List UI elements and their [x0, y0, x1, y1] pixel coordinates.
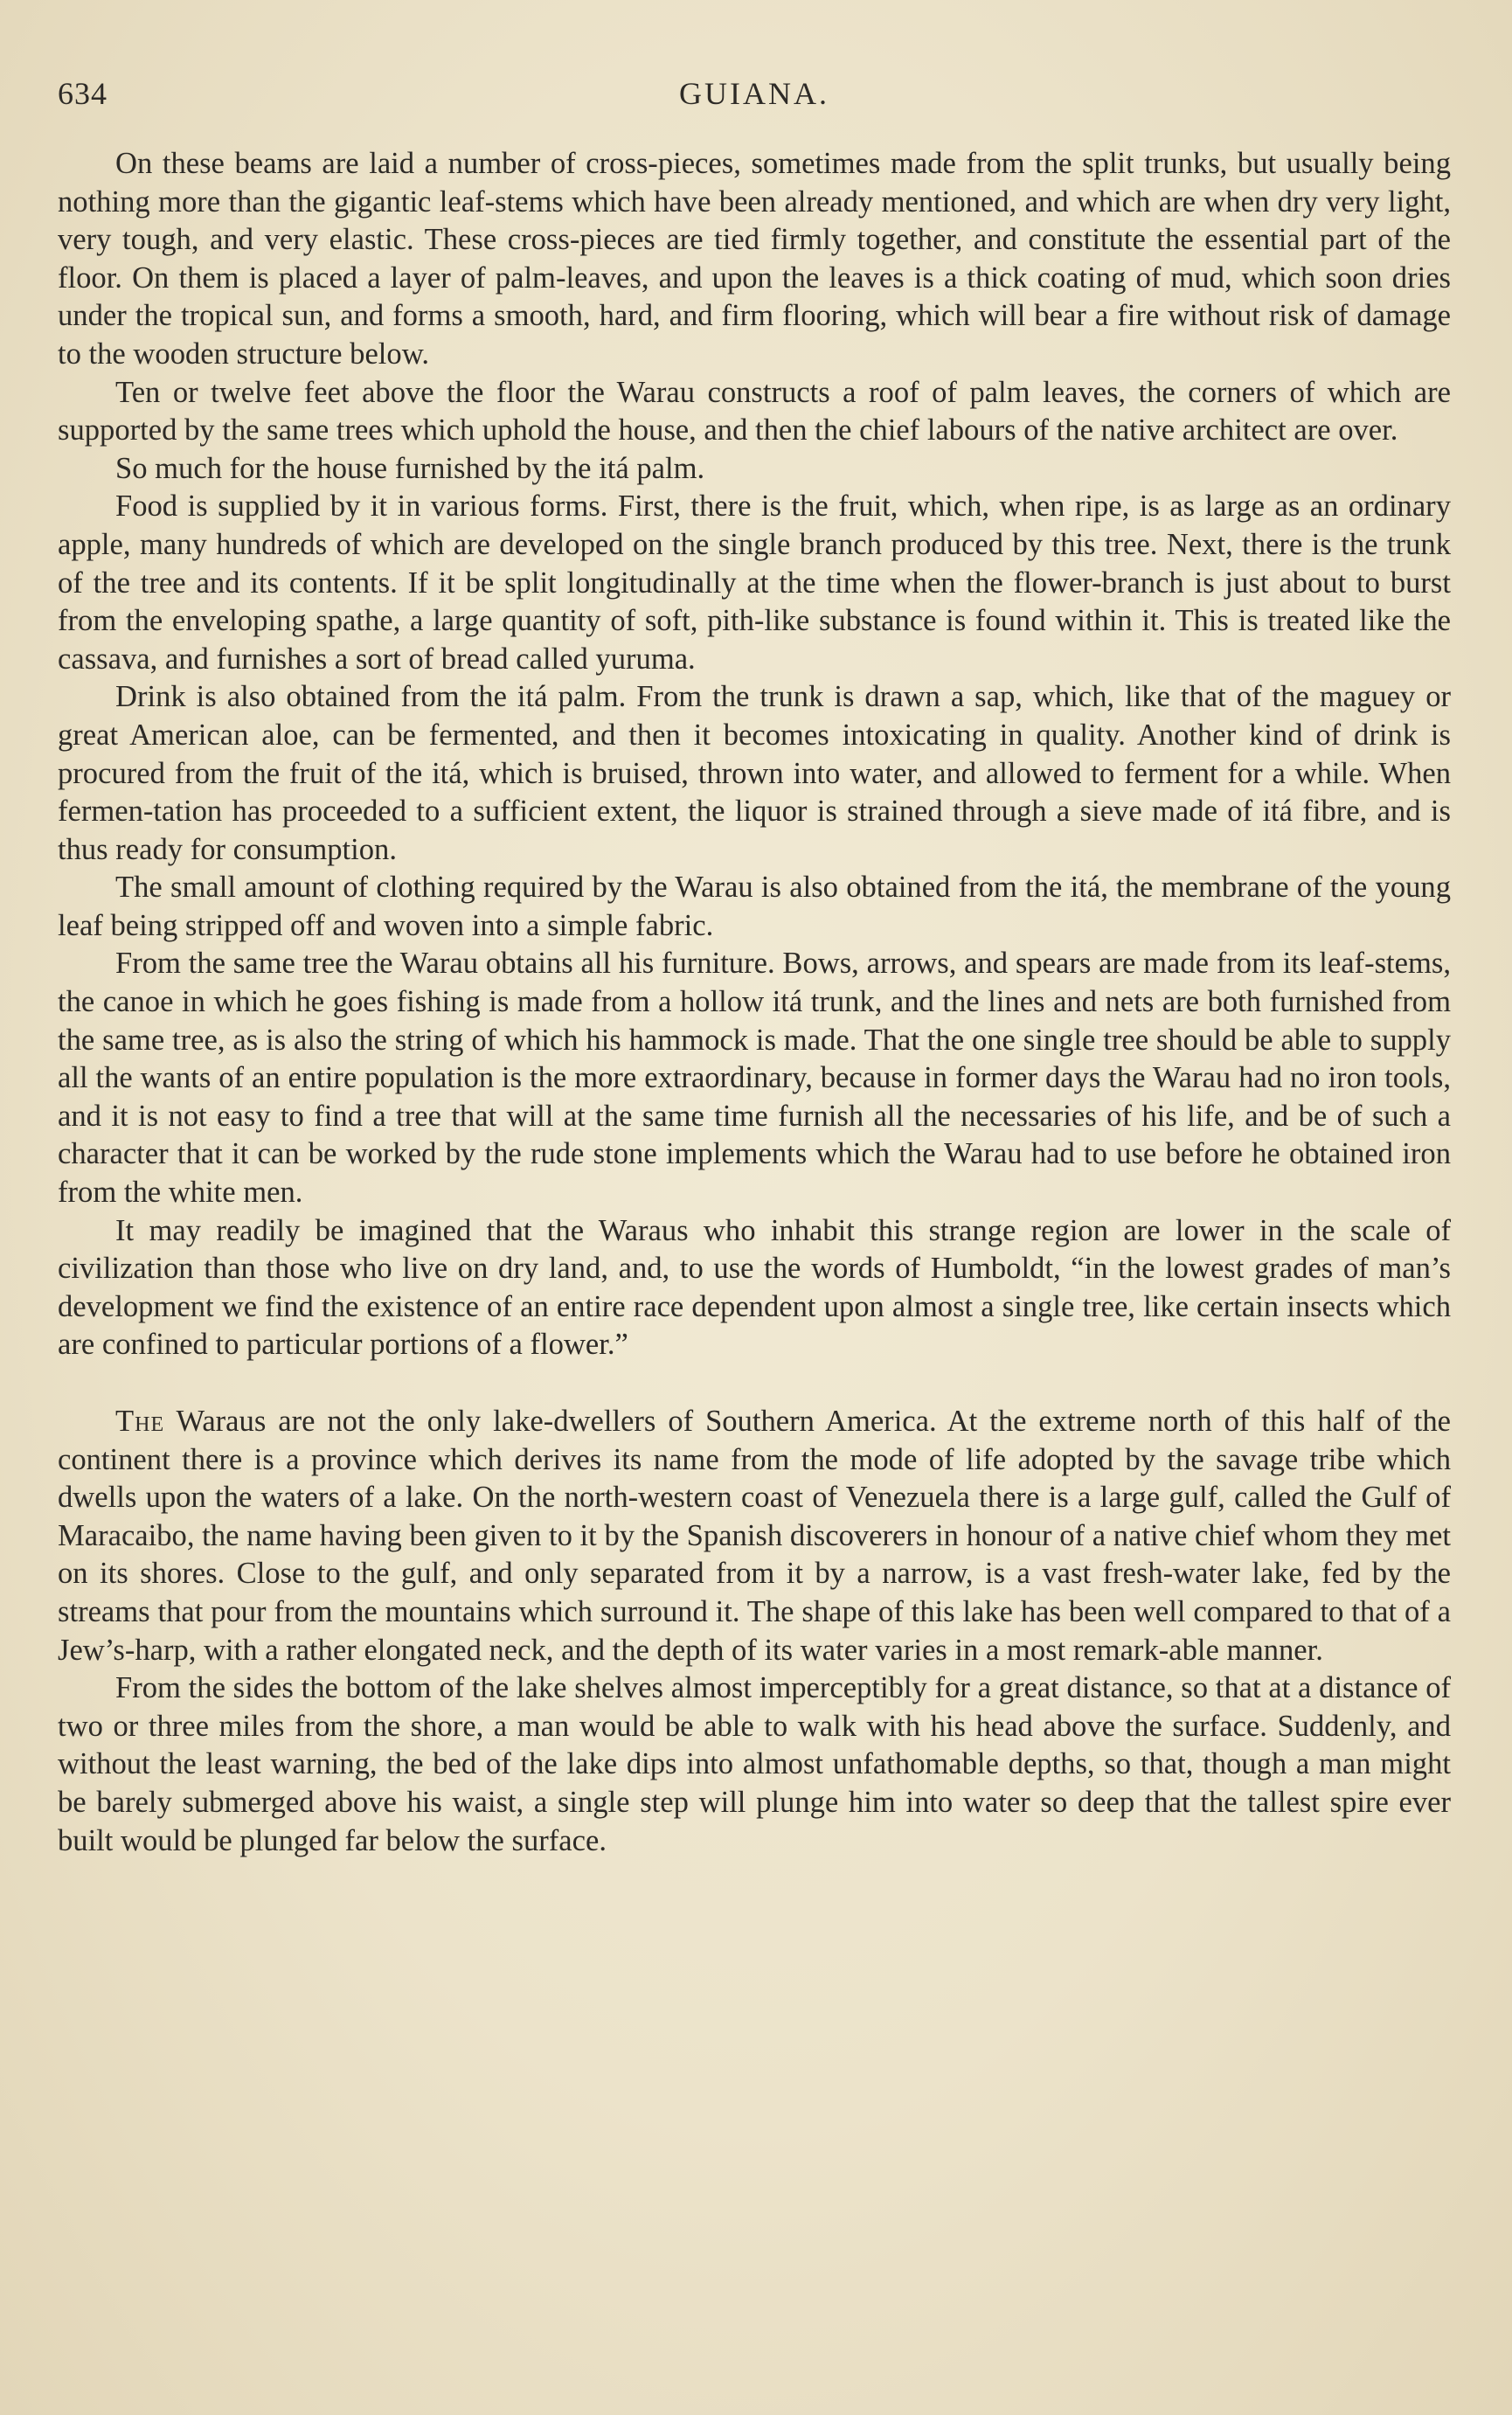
section-break [58, 1364, 1451, 1403]
paragraph: Ten or twelve feet above the floor the Warau constructs a roof of palm leaves, the corners of which are supported by the same trees which uphold the house, and then the chief labours of the native architect are over. [58, 375, 1451, 448]
paragraph: The small amount of clothing required by the Warau is also obtained from the itá, the membrane of the young leaf being stripped off and woven into a simple fabric. [58, 871, 1451, 942]
paragraph-text: Waraus are not the only lake-dwellers of Southern America. At the extreme north of this half of the continent there is a province which derives its name from the mode of life adopted by the savage tribe which dwells upon the waters of a lake. On the north-western coast of Venezuela there is a large gulf, called the Gulf of Maracaibo, the name having been given to it by the Spanish discoverers in honour of a native chief whom they met on its shores. Close to the gulf, and only separated from it by a narrow, is a vast fresh-water lake, fed by the streams that pour from the mountains which surround it. The shape of this lake has been well compared to that of a Jew’s-harp, with a rather elongated neck, and the depth of its water varies in a most remark-able manner. [58, 1405, 1451, 1667]
section-opening-paragraph [58, 1403, 1451, 1669]
paragraph: From the sides the bottom of the lake shelves almost imperceptibly for a great distance, so that at a distance of two or three miles from the shore, a man would be able to walk with his head above the surface. Suddenly, and without the least warning, the bed of the lake dips into almost unfathomable depths, so that, though a man might be barely submerged above his waist, a single step will plunge him into water so deep that the tallest spire ever built would be plunged far below the surface. [58, 1671, 1451, 1857]
paragraph: Food is supplied by it in various forms. First, there is the fruit, which, when ripe, is as large as an ordinary apple, many hundreds of which are developed on the single branch produced by this tree. Next, there is the trunk of the tree and its contents. If it be split longitudinally at the time when the flower-branch is just about to burst from the enveloping spathe, a large quantity of soft, pith-like substance is found within it. This is treated like the cassava, and furnishes a sort of bread called yuruma. [58, 489, 1451, 676]
page-number: 634 [58, 76, 108, 111]
paragraph: It may readily be imagined that the Waraus who inhabit this strange region are lower in the scale of civilization than those who live on dry land, and, to use the words of Humboldt, “in the lowest grades of man’s development we find the existence of an entire race dependent upon almost a single tree, like certain insects which are confined to particular portions of a flower.” [58, 1213, 1451, 1362]
page-body [58, 145, 1451, 1860]
paragraph: Drink is also obtained from the itá palm. From the trunk is drawn a sap, which, like that of the maguey or great American aloe, can be fermented, and then it becomes intoxicating in quality. Another kind of drink is procured from the fruit of the itá, which is bruised, thrown into water, and allowed to ferment for a while. When fermen-tation has proceeded to a sufficient extent, the liquor is strained through a sieve made of itá fibre, and is thus ready for consumption. [58, 680, 1451, 866]
lead-word: The [115, 1405, 165, 1438]
paragraph: So much for the house furnished by the itá palm. [115, 451, 705, 485]
page-header [58, 75, 1451, 119]
paragraph: On these beams are laid a number of cross-pieces, sometimes made from the split trunks, but usually being nothing more than the gigantic leaf-stems which have been already mentioned, and which are when dry very light, very tough, and very elastic. These cross-pieces are tied firmly together, and constitute the essential part of the floor. On them is placed a layer of palm-leaves, and upon the leaves is a thick coating of mud, which soon dries under the tropical sun, and forms a smooth, hard, and firm flooring, which will bear a fire without risk of damage to the wooden structure below. [58, 147, 1451, 371]
running-title: GUIANA. [679, 76, 829, 111]
paragraph: From the same tree the Warau obtains all his furniture. Bows, arrows, and spears are made from its leaf-stems, the canoe in which he goes fishing is made from a hollow itá trunk, and the lines and nets are both furnished from the same tree, as is also the string of which his hammock is made. That the one single tree should be able to supply all the wants of an entire population is the more extraordinary, because in former days the Warau had no iron tools, and it is not easy to find a tree that will at the same time furnish all the necessaries of his life, and be of such a character that it can be worked by the rude stone implements which the Warau had to use before he obtained iron from the white men. [58, 947, 1451, 1210]
book-page [58, 75, 1451, 1860]
